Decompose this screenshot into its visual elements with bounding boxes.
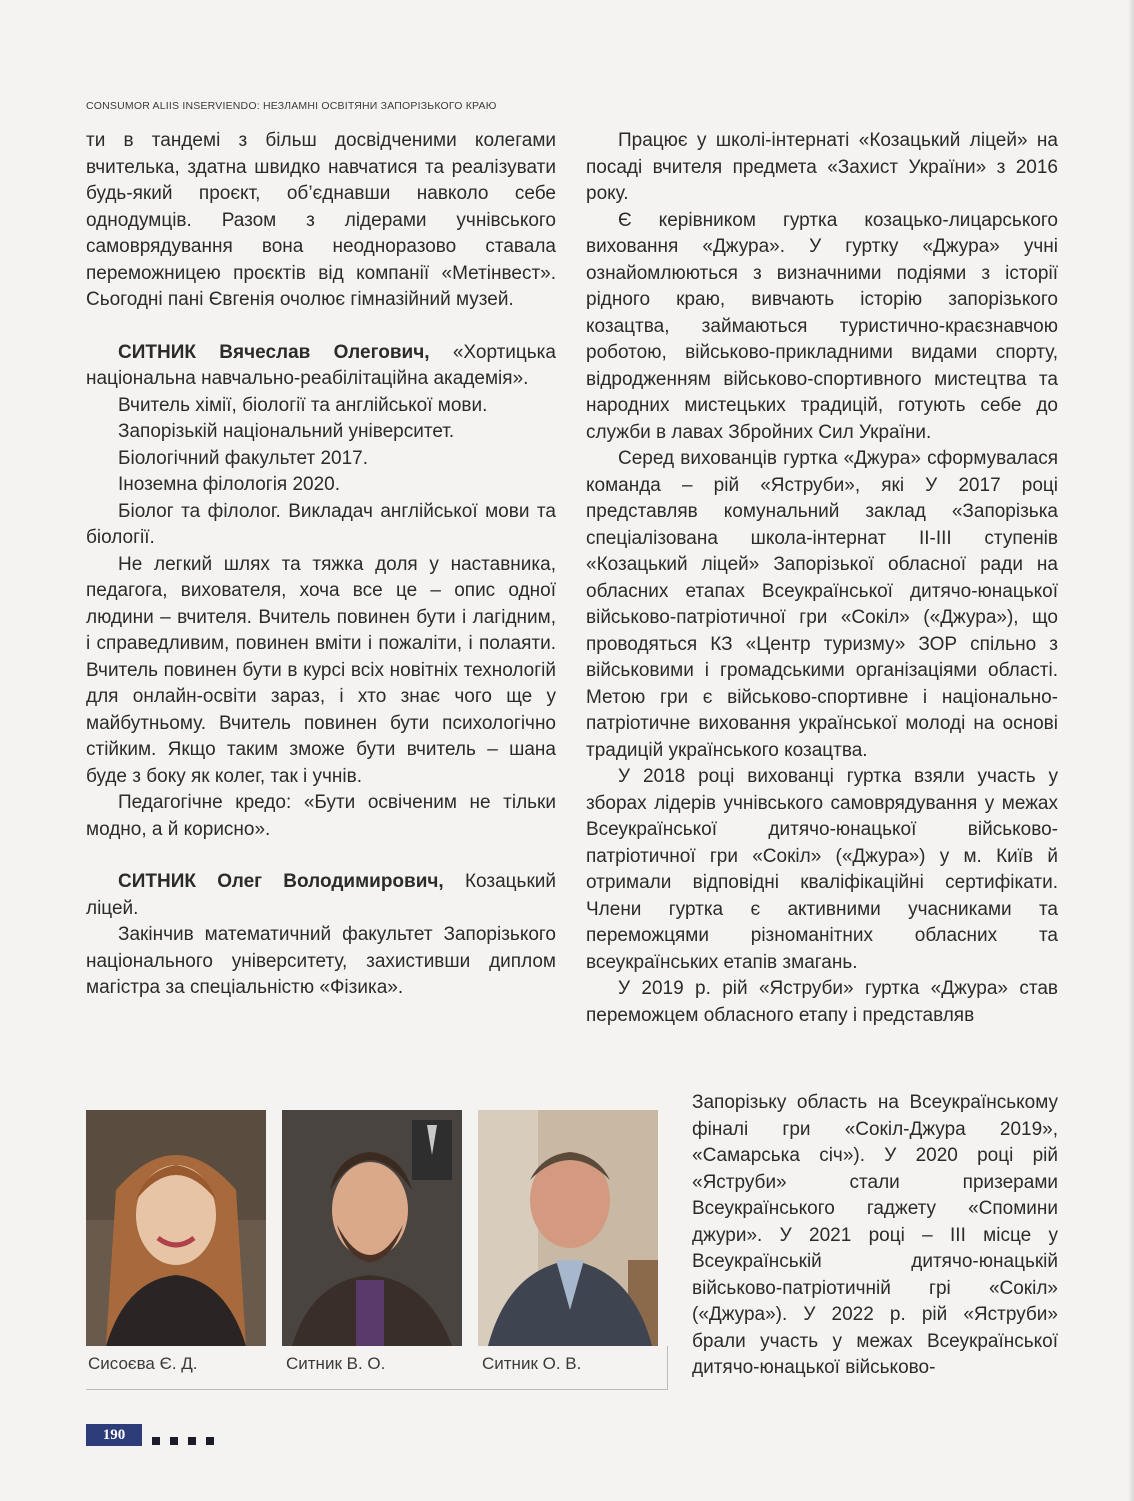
left-paragraph-5: Біологічний факультет 2017.: [118, 447, 369, 469]
right-column-wrap: [692, 1090, 1058, 1382]
right-column: [586, 128, 1058, 1029]
left-paragraph-11: Закінчив математичний факультет Запорізького національного університету, захистивши диплом магістра за спеціальністю «Фізика».: [86, 924, 556, 998]
left-paragraph-9: Педагогічне кредо: «Бути освіченим не тільки модно, а й корисно».: [86, 792, 556, 840]
left-paragraph-6: Іноземна філологія 2020.: [118, 474, 341, 495]
photo-caption: Сисоєва Є. Д.: [88, 1354, 198, 1373]
running-head: CONSUMOR ALIIS INSERVIENDO: НЕЗЛАМНІ ОСВІТЯНИ ЗАПОРІЗЬКОГО КРАЮ: [86, 100, 497, 112]
portrait-photo-sytnyk-o: [478, 1110, 658, 1346]
page-edge: [1128, 0, 1134, 1501]
right-paragraph-2: Є керівником гуртка козацько-лицарського виховання «Джура». У гуртку «Джура» учні ознайомлюються з визначними подіями з історії рідного краю, вивчають історію запорізького козацтва, займаються туристично-краєзнавчою роботою, військово-прикладними видами спорту, відродженням військово-спортивного мистецтва та народних мистецьких традицій, готують себе до служби в лавах Збройних Сил України.: [586, 209, 1058, 443]
right-paragraph-1: Працює у школі-інтернаті «Козацький ліцей» на посаді вчителя предмета «Захист України» з 2016 року.: [586, 130, 1058, 204]
right-paragraph-3: Серед вихованців гуртка «Джура» сформувалася команда – рій «Яструби», які У 2017 році представляв комунальний заклад «Запорізька спеціалізована школа-інтернат ІІ-ІІІ ступенів «Козацький ліцей» Запорізької обласної ради на обласних етапах Всеукраїнської дитячо-юнацької військово-патріотичної гри «Сокіл» («Джура»), що проводяться КЗ «Центр туризму» ЗОР спільно з військовими і громадськими організаціями області. Метою гри є військово-спортивне і національно-патріотичне виховання української молоді на основі традицій українського козацтва.: [586, 448, 1058, 761]
left-paragraph-4: Запорізькій національний університет.: [118, 421, 455, 442]
left-paragraph-2: [86, 340, 556, 393]
photo-caption: Ситник В. О.: [286, 1354, 386, 1373]
decorative-square: [170, 1437, 178, 1445]
photo-strip: [86, 1110, 666, 1390]
left-paragraph-3: Вчитель хімії, біології та англійської мови.: [118, 394, 488, 416]
left-paragraph-7: Біолог та філолог. Викладач англійської мови та біології.: [86, 500, 556, 548]
photo-caption: Ситник О. В.: [482, 1354, 582, 1373]
left-paragraph-1: ти в тандемі з більш досвідченими колегами вчителька, здатна швидко навчатися та реалізувати будь-який проєкт, об’єднавши навколо себе однодумців. Разом з лідерами учнівського самоврядування вона неодноразово ставала переможницею проєктів від компанії «Метінвест». Сьогодні пані Євгенія очолює гімназійний музей.: [86, 130, 556, 310]
teacher-workplace: «Хортицька національна навчально-реабілітаційна академія».: [86, 341, 556, 389]
decorative-square: [188, 1437, 196, 1445]
right-paragraph-4: У 2018 році вихованці гуртка взяли участь у зборах лідерів учнівського самоврядування у межах Всеукраїнської дитячо-юнацької військово-патріотичної гри «Сокіл» («Джура») у м. Київ й отримали відповідні кваліфікаційні сертифікати. Члени гуртка є активними учасниками та переможцями різноманітних обласних та всеукраїнських етапів змагань.: [586, 766, 1058, 973]
left-paragraph-8: Не легкий шлях та тяжка доля у наставника, педагога, вихователя, хоча все це – опис одної людини – вчителя. Вчитель повинен бути і лагідним, і справедливим, повинен вміти і пожаліти, і полаяти. Вчитель повинен бути в курсі всіх новітніх технологій для онлайн-освіти зараз, і хто знає чого ще у майбутньому. Вчитель повинен бути психологічно стійким. Якщо таким зможе бути вчитель – шана буде з боку як колег, так і учнів.: [86, 553, 556, 787]
teacher-name-vyacheslav: СИТНИК Вячеслав Олегович,: [118, 341, 430, 363]
right-paragraph-6: Запорізьку область на Всеукраїнському фіналі гри «Сокіл-Джура 2019», «Самарська січ»). У 2020 році рій «Яструби» стали призерами Всеукраїнського гаджету «Спомини джури». У 2021 році – ІІІ місце у Всеукраїнській дитячо-юнацькій військово-патріотичній грі «Сокіл» («Джура»). У 2022 р. рій «Яструби» брали участь у межах Всеукраїнської дитячо-юнацької військово-: [692, 1092, 1058, 1378]
left-column: [86, 128, 556, 1002]
teacher-workplace: Козацький ліцей.: [86, 871, 556, 919]
left-paragraph-10: [86, 869, 556, 922]
portrait-photo-sysoeva: [86, 1110, 266, 1346]
decorative-square: [206, 1437, 214, 1445]
portrait-photo-sytnyk-v: [282, 1110, 462, 1346]
page-number: 190: [86, 1424, 142, 1446]
teacher-name-oleg: СИТНИК Олег Володимирович,: [118, 871, 444, 892]
right-paragraph-5: У 2019 р. рій «Яструби» гуртка «Джура» став переможцем обласного етапу і представляв: [586, 978, 1058, 1026]
decorative-square: [152, 1437, 160, 1445]
